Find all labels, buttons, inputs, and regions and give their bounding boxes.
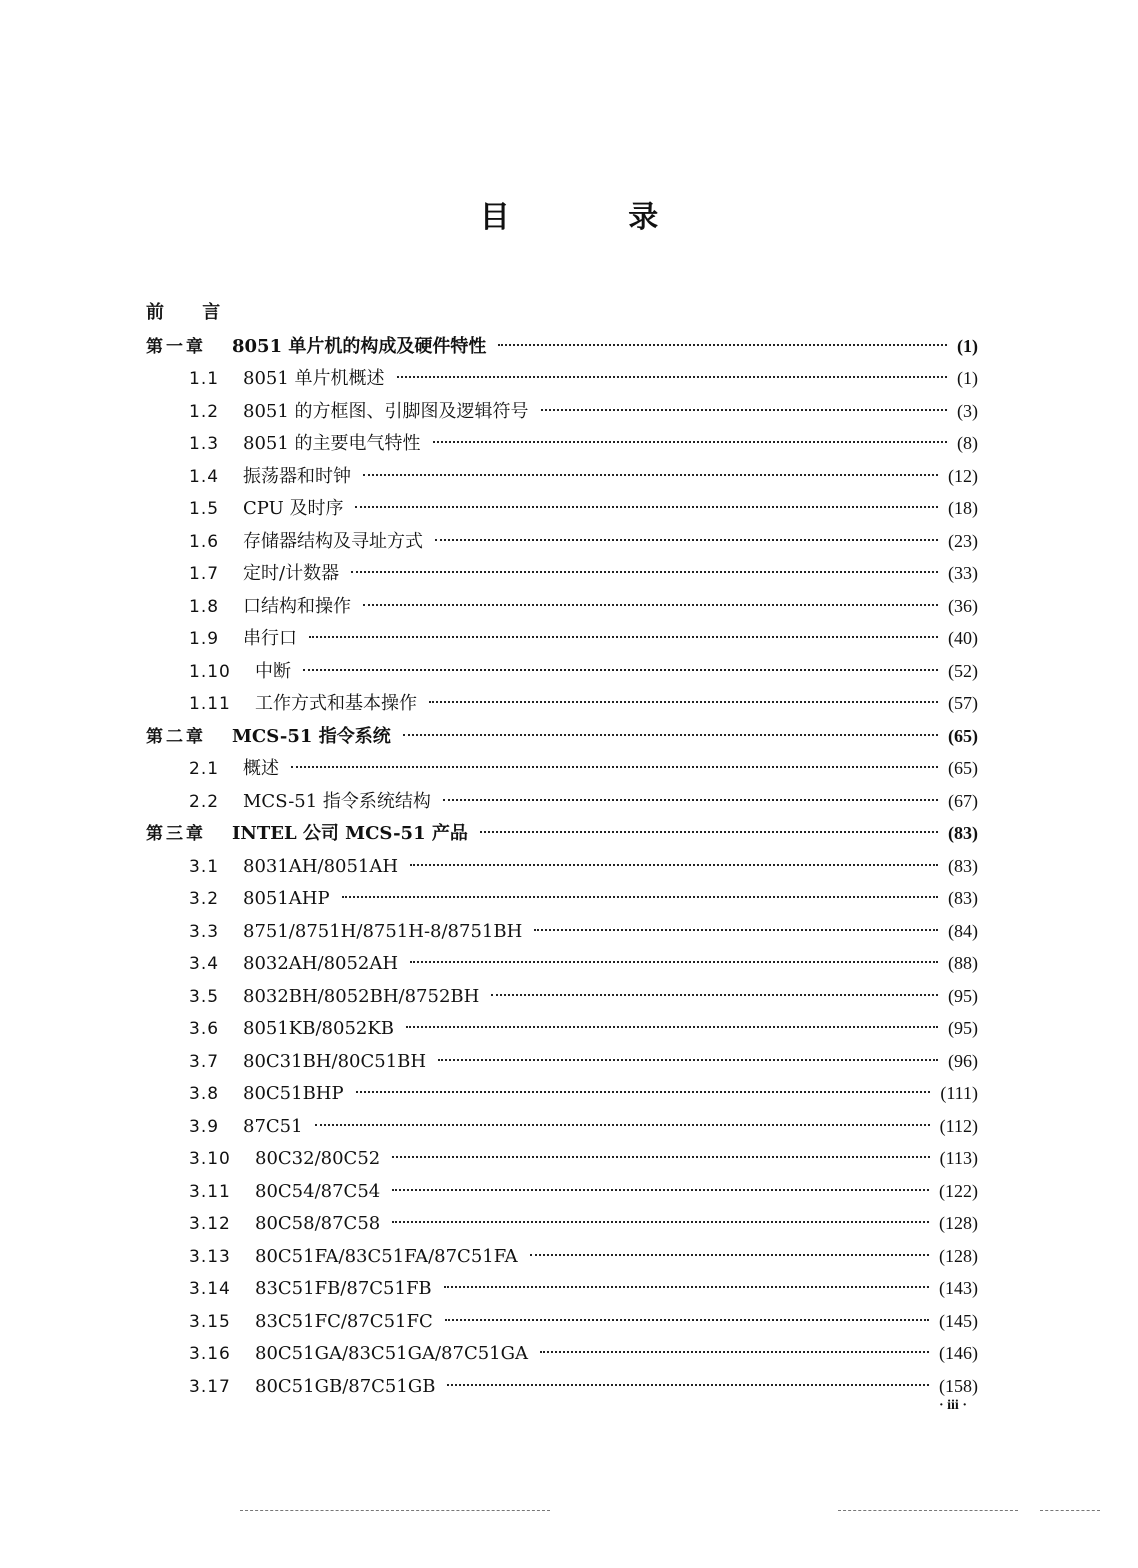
section-number: 2.2 bbox=[189, 791, 220, 812]
dot-leader bbox=[392, 1221, 929, 1223]
section-number: 3.17 bbox=[189, 1376, 231, 1397]
toc-section bbox=[146, 882, 978, 915]
dot-leader bbox=[351, 571, 938, 573]
section-title: 8031AH/8051AH bbox=[243, 855, 399, 877]
toc-section bbox=[146, 1337, 978, 1370]
page-number: (83) bbox=[948, 823, 978, 843]
toc-section bbox=[146, 557, 978, 590]
toc-section bbox=[146, 850, 978, 883]
section-number: 1.8 bbox=[189, 596, 220, 617]
dot-leader bbox=[363, 604, 938, 606]
section-number: 3.10 bbox=[189, 1149, 231, 1169]
toc-chapter-1 bbox=[146, 330, 978, 363]
section-number: 1.5 bbox=[189, 499, 220, 519]
toc-chapter-3 bbox=[146, 817, 978, 850]
dot-leader bbox=[498, 344, 947, 346]
chapter-number: 第一章 bbox=[146, 336, 206, 357]
page-number: (1) bbox=[957, 335, 978, 356]
page-number: (65) bbox=[948, 725, 978, 746]
section-title: 8051AHP bbox=[243, 888, 330, 909]
section-title: MCS-51 指令系统结构 bbox=[243, 790, 431, 812]
toc-section bbox=[146, 427, 978, 460]
page-number: (88) bbox=[948, 953, 978, 973]
section-number: 3.8 bbox=[189, 1084, 220, 1104]
dot-leader bbox=[443, 799, 938, 801]
dot-leader bbox=[491, 994, 938, 996]
chapter-title: MCS-51 指令系统 bbox=[232, 725, 391, 747]
section-number: 1.9 bbox=[189, 629, 220, 649]
section-number: 1.3 bbox=[189, 434, 220, 454]
toc-section bbox=[146, 1045, 978, 1078]
dot-leader bbox=[406, 1026, 938, 1028]
section-number: 3.2 bbox=[189, 889, 220, 909]
toc-section bbox=[146, 395, 978, 428]
section-number: 1.4 bbox=[189, 466, 220, 487]
dot-leader bbox=[540, 1351, 929, 1353]
toc-section bbox=[146, 460, 978, 493]
section-title: 8032AH/8052AH bbox=[243, 953, 399, 974]
toc-section bbox=[146, 1272, 978, 1305]
preface-label: 前 言 bbox=[146, 302, 237, 323]
section-title: 80C54/87C54 bbox=[255, 1180, 381, 1202]
section-number: 3.3 bbox=[189, 921, 220, 942]
section-title: 83C51FC/87C51FC bbox=[255, 1310, 433, 1332]
section-title: 80C58/87C58 bbox=[255, 1213, 381, 1234]
page-number: (112) bbox=[939, 1115, 978, 1136]
page-number: (57) bbox=[948, 693, 978, 713]
page-number: (52) bbox=[948, 660, 978, 681]
page-number: (95) bbox=[948, 985, 978, 1006]
section-number: 2.1 bbox=[189, 759, 220, 779]
toc-section bbox=[146, 492, 978, 525]
dot-leader bbox=[403, 734, 938, 736]
scan-rule bbox=[240, 1510, 550, 1511]
page-folio: · iii · bbox=[938, 1398, 967, 1413]
section-number: 1.11 bbox=[189, 694, 231, 714]
page-number: (40) bbox=[948, 628, 978, 648]
toc-section bbox=[146, 1012, 978, 1045]
chapter-title: 8051 单片机的构成及硬件特性 bbox=[232, 335, 487, 357]
toc-section bbox=[146, 655, 978, 688]
toc-section bbox=[146, 1077, 978, 1110]
section-title: 概述 bbox=[243, 758, 279, 779]
dot-leader bbox=[433, 441, 947, 443]
page-number: (36) bbox=[948, 595, 978, 616]
dot-leader bbox=[363, 474, 938, 476]
chapter-title: INTEL 公司 MCS-51 产品 bbox=[232, 823, 468, 844]
toc-section bbox=[146, 1240, 978, 1273]
section-title: 80C51FA/83C51FA/87C51FA bbox=[255, 1245, 518, 1267]
dot-leader bbox=[291, 766, 938, 768]
page-number: (83) bbox=[948, 855, 978, 876]
section-title: 8051KB/8052KB bbox=[243, 1018, 395, 1039]
scan-rule bbox=[1040, 1510, 1100, 1511]
page-number: (18) bbox=[948, 498, 978, 518]
section-title: 振荡器和时钟 bbox=[243, 465, 351, 487]
page-number: (95) bbox=[948, 1018, 978, 1038]
page-number: (83) bbox=[948, 888, 978, 908]
section-title: 80C32/80C52 bbox=[255, 1148, 381, 1169]
toc-section bbox=[146, 622, 978, 655]
dot-leader bbox=[356, 1091, 931, 1093]
dot-leader bbox=[342, 896, 938, 898]
page-number: (143) bbox=[939, 1278, 978, 1298]
page-title: 目 录 bbox=[479, 200, 713, 235]
dot-leader bbox=[444, 1286, 929, 1288]
toc-section bbox=[146, 1305, 978, 1338]
section-number: 1.10 bbox=[189, 661, 231, 682]
toc-section bbox=[146, 1175, 978, 1208]
page-number: (33) bbox=[948, 563, 978, 583]
section-title: 定时/计数器 bbox=[243, 563, 340, 584]
section-title: 存储器结构及寻址方式 bbox=[243, 530, 423, 552]
section-number: 1.7 bbox=[189, 564, 220, 584]
dot-leader bbox=[410, 961, 938, 963]
dot-leader bbox=[392, 1189, 929, 1191]
section-title: 8051 单片机概述 bbox=[243, 368, 385, 389]
page-number: (65) bbox=[948, 758, 978, 778]
section-title: 中断 bbox=[255, 660, 291, 682]
section-title: 80C51GA/83C51GA/87C51GA bbox=[255, 1343, 529, 1364]
section-title: 工作方式和基本操作 bbox=[255, 693, 417, 714]
preface-entry bbox=[146, 297, 978, 330]
dot-leader bbox=[410, 864, 938, 866]
section-number: 3.15 bbox=[189, 1311, 231, 1332]
page-number: (145) bbox=[939, 1310, 978, 1331]
dot-leader bbox=[392, 1156, 929, 1158]
section-number: 1.2 bbox=[189, 401, 220, 422]
page-number: (122) bbox=[939, 1180, 978, 1201]
section-number: 3.9 bbox=[189, 1116, 220, 1137]
page-number: (96) bbox=[948, 1050, 978, 1071]
chapter-number: 第三章 bbox=[146, 824, 206, 844]
dot-leader bbox=[438, 1059, 938, 1061]
page-number: (3) bbox=[957, 400, 978, 421]
dot-leader bbox=[480, 831, 938, 833]
toc-section bbox=[146, 915, 978, 948]
page-number: (113) bbox=[939, 1148, 978, 1168]
section-number: 3.16 bbox=[189, 1344, 231, 1364]
dot-leader bbox=[355, 506, 938, 508]
dot-leader bbox=[429, 701, 938, 703]
dot-leader bbox=[445, 1319, 929, 1321]
chapter-number: 第二章 bbox=[146, 726, 206, 747]
section-title: 80C31BH/80C51BH bbox=[243, 1050, 427, 1072]
section-title: 80C51GB/87C51GB bbox=[255, 1375, 436, 1397]
section-number: 3.7 bbox=[189, 1051, 220, 1072]
page-number: (146) bbox=[939, 1343, 978, 1363]
section-title: 口结构和操作 bbox=[243, 595, 351, 617]
toc-section bbox=[146, 1110, 978, 1143]
section-number: 3.12 bbox=[189, 1214, 231, 1234]
section-title: 串行口 bbox=[243, 628, 297, 649]
dot-leader bbox=[541, 409, 947, 411]
toc-section bbox=[146, 525, 978, 558]
toc-section bbox=[146, 1207, 978, 1240]
dot-leader bbox=[534, 929, 938, 931]
section-number: 3.13 bbox=[189, 1246, 231, 1267]
section-title: 83C51FB/87C51FB bbox=[255, 1278, 432, 1299]
section-number: 3.5 bbox=[189, 986, 220, 1007]
page-number: (1) bbox=[957, 368, 978, 388]
page-number: (8) bbox=[957, 433, 978, 453]
page-number: (67) bbox=[948, 790, 978, 811]
dot-leader bbox=[530, 1254, 929, 1256]
toc-section bbox=[146, 362, 978, 395]
dot-leader bbox=[315, 1124, 930, 1126]
toc-section bbox=[146, 1370, 978, 1403]
section-title: 8032BH/8052BH/8752BH bbox=[243, 985, 480, 1007]
page-number: (12) bbox=[948, 465, 978, 486]
dot-leader bbox=[303, 669, 938, 671]
dot-leader bbox=[447, 1384, 929, 1386]
table-of-contents bbox=[146, 297, 978, 1402]
section-title: 80C51BHP bbox=[243, 1083, 344, 1104]
toc-section bbox=[146, 590, 978, 623]
page-number: (111) bbox=[940, 1083, 978, 1103]
toc-section bbox=[146, 785, 978, 818]
dot-leader bbox=[397, 376, 947, 378]
toc-section bbox=[146, 752, 978, 785]
section-number: 3.14 bbox=[189, 1279, 231, 1299]
page-number: (158) bbox=[939, 1375, 978, 1396]
section-title: 87C51 bbox=[243, 1115, 303, 1137]
page-number: (84) bbox=[948, 920, 978, 941]
section-title: 8751/8751H/8751H-8/8751BH bbox=[243, 920, 523, 942]
dot-leader bbox=[309, 636, 938, 638]
page-number: (23) bbox=[948, 530, 978, 551]
toc-chapter-2 bbox=[146, 720, 978, 753]
toc-section bbox=[146, 980, 978, 1013]
section-number: 3.11 bbox=[189, 1181, 231, 1202]
scan-rule bbox=[838, 1510, 1018, 1511]
section-number: 3.1 bbox=[189, 856, 220, 877]
section-number: 1.1 bbox=[189, 369, 220, 389]
section-title: 8051 的主要电气特性 bbox=[243, 433, 421, 454]
page-number: (128) bbox=[939, 1213, 978, 1233]
toc-section bbox=[146, 947, 978, 980]
toc-section bbox=[146, 687, 978, 720]
section-number: 3.6 bbox=[189, 1019, 220, 1039]
toc-section bbox=[146, 1142, 978, 1175]
section-title: 8051 的方框图、引脚图及逻辑符号 bbox=[243, 400, 529, 422]
section-number: 1.6 bbox=[189, 531, 220, 552]
section-number: 3.4 bbox=[189, 954, 220, 974]
section-title: CPU 及时序 bbox=[243, 498, 344, 519]
page-number: (128) bbox=[939, 1245, 978, 1266]
dot-leader bbox=[435, 539, 938, 541]
